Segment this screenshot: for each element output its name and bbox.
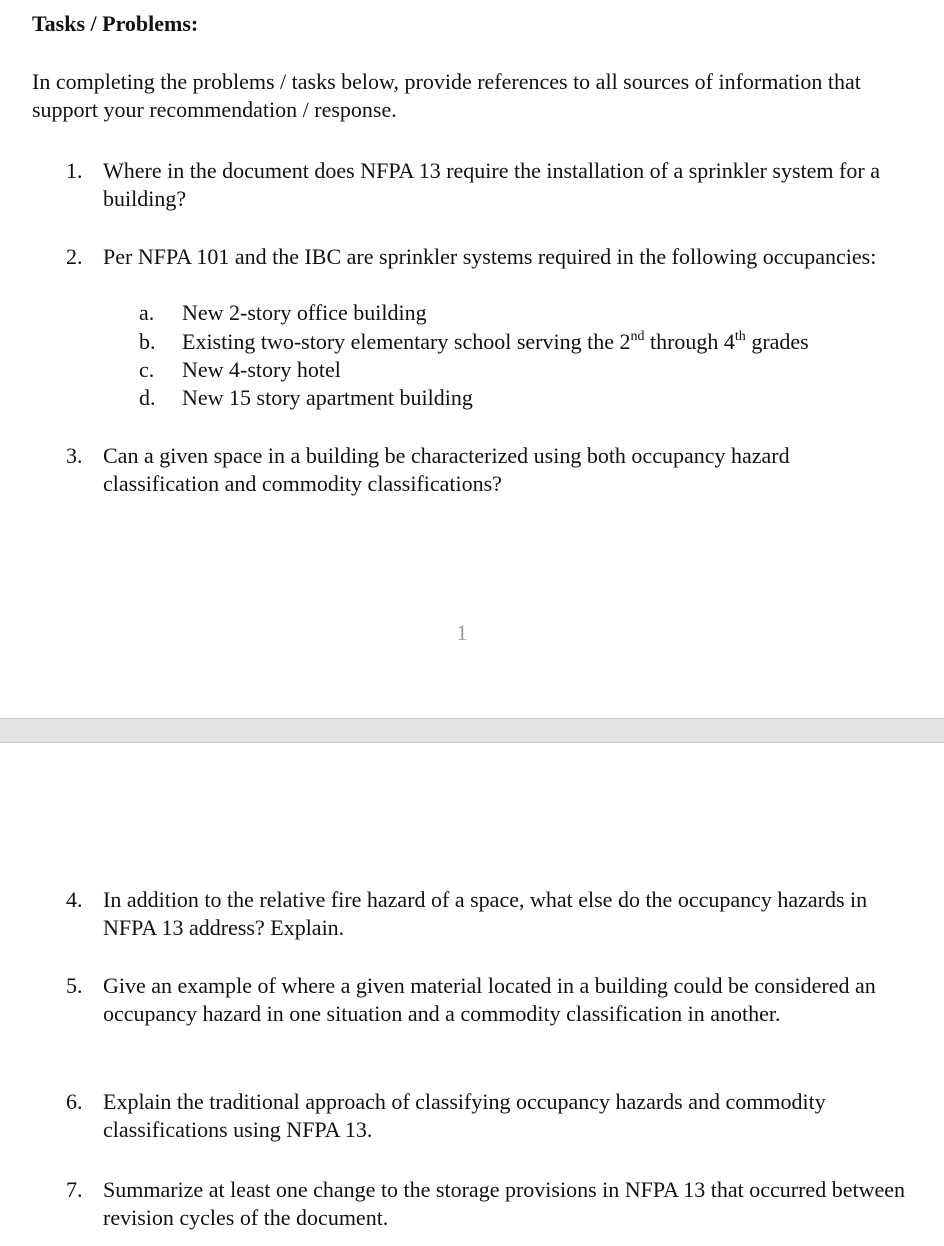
question-7 [66,1176,906,1232]
sub-item-b [139,328,899,356]
sub-item-text-part: grades [745,329,809,354]
sub-item-letter: d. [139,385,156,410]
question-5 [66,972,906,1028]
question-number: 3. [66,443,83,468]
sub-item-c [139,356,899,384]
sub-item-letter: c. [139,357,155,382]
sub-item-letter: b. [139,329,156,354]
sub-item-text-part: through 4 [644,329,735,354]
question-text: Explain the traditional approach of classifying occupancy hazards and commodity classifications using NFPA 13. [103,1089,826,1142]
question-text: Summarize at least one change to the storage provisions in NFPA 13 that occurred between revision cycles of the document. [103,1177,905,1230]
question-text: Give an example of where a given material located in a building could be considered an occupancy hazard in one situation and a commodity classification in another. [103,973,876,1026]
document-page-2 [0,743,944,1246]
sub-item-text: New 2-story office building [182,300,427,325]
question-text: Can a given space in a building be characterized using both occupancy hazard classification and commodity classifications? [103,443,790,496]
question-text: In addition to the relative fire hazard of a space, what else do the occupancy hazards in NFPA 13 address? Explain. [103,887,868,940]
sub-item-text-part: Existing two-story elementary school serving the 2 [182,329,631,354]
sub-item-text [182,328,809,356]
question-3 [66,442,906,498]
question-2 [66,243,906,271]
question-text: Per NFPA 101 and the IBC are sprinkler systems required in the following occupancies: [103,244,877,269]
question-number: 7. [66,1177,83,1202]
question-number: 1. [66,158,83,183]
question-6 [66,1088,906,1144]
sub-item-text: New 4-story hotel [182,357,341,382]
ordinal-suffix: nd [630,329,645,344]
question-number: 4. [66,887,83,912]
sub-item-letter: a. [139,300,155,325]
question-1 [66,157,906,213]
sub-item-a [139,299,899,327]
question-text: Where in the document does NFPA 13 require the installation of a sprinkler system for a building? [103,158,880,211]
question-number: 2. [66,244,83,269]
page-separator [0,718,944,743]
question-number: 5. [66,973,83,998]
ordinal-suffix: th [734,329,746,344]
question-4 [66,886,906,942]
question-number: 6. [66,1089,83,1114]
sub-item-text: New 15 story apartment building [182,385,473,410]
page-number: 1 [456,620,468,645]
section-heading: Tasks / Problems: [32,11,199,36]
intro-paragraph: In completing the problems / tasks below, provide references to all sources of information that support your recommendation / response. [32,69,861,122]
sub-item-d [139,384,899,412]
